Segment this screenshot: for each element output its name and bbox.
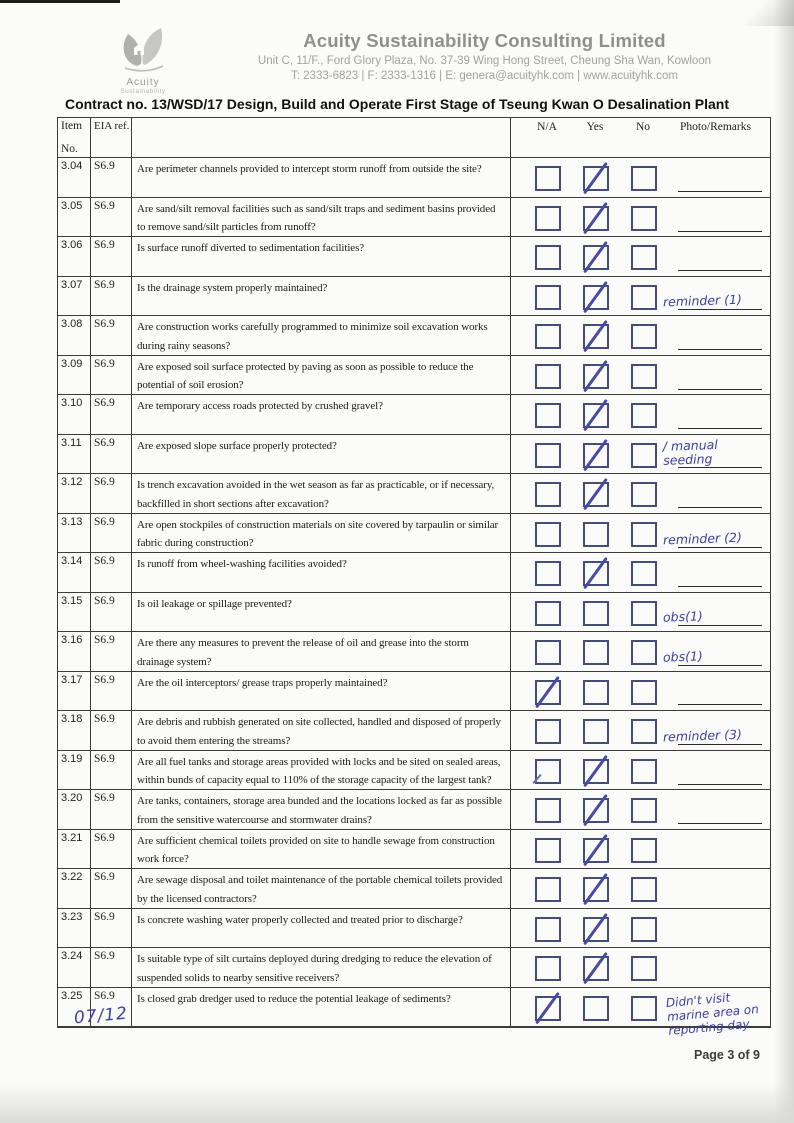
table-row [58, 474, 770, 514]
logo-word-acuity: Acuity [126, 77, 160, 88]
header-na: N/A [537, 121, 557, 133]
remark-underline [678, 547, 762, 548]
company-name: Acuity Sustainability Consulting Limited [303, 30, 666, 51]
scan-edge-right [774, 0, 794, 1123]
remark-area [661, 316, 768, 355]
no-checkbox[interactable] [631, 443, 657, 468]
remark-area [661, 553, 768, 592]
question-text: Are construction works carefully programmed to minimize soil excavation works during rainy seasons? [132, 316, 511, 355]
check-mark-icon [532, 773, 542, 783]
yes-checkbox[interactable] [583, 522, 609, 547]
check-mark-icon [583, 912, 607, 944]
answer-cell [511, 356, 770, 395]
handwritten-remark: / manual seeding [662, 436, 718, 468]
question-text: Is suitable type of silt curtains deployed during dredging to reduce the elevation of suspended solids to nearby sensitive receivers? [132, 948, 511, 987]
remark-underline [678, 507, 762, 508]
table-row [58, 158, 770, 198]
question-text: Is surface runoff diverted to sedimentation facilities? [132, 237, 511, 276]
eia-ref: S6.9 [91, 474, 132, 513]
logo-word-sustainability: Sustainability [120, 88, 166, 95]
item-no: 3.11 [58, 435, 91, 474]
eia-ref: S6.9 [91, 593, 132, 632]
no-checkbox[interactable] [631, 838, 657, 863]
item-no: 3.21 [58, 830, 91, 869]
yes-checkbox[interactable] [583, 443, 609, 468]
eia-ref: S6.9 [91, 435, 132, 474]
answer-cell [511, 198, 770, 237]
letterhead [215, 30, 754, 82]
check-mark-icon [583, 320, 607, 352]
handwritten-remark: reminder (1) [662, 291, 743, 310]
answer-cell [511, 158, 770, 197]
eia-ref: S6.9 [91, 830, 132, 869]
answer-cell [511, 988, 770, 1038]
check-mark-icon [583, 478, 607, 510]
answer-cell [511, 553, 770, 592]
no-checkbox[interactable] [631, 285, 657, 310]
remark-area [661, 593, 768, 632]
na-checkbox[interactable] [535, 798, 561, 823]
check-mark-icon [583, 754, 607, 786]
remark-underline [678, 191, 762, 192]
question-text: Are there any measures to prevent the release of oil and grease into the storm drainage system? [132, 632, 511, 671]
table-row [58, 672, 770, 712]
remark-area [661, 751, 768, 790]
no-checkbox[interactable] [631, 482, 657, 507]
question-text: Is runoff from wheel-washing facilities avoided? [132, 553, 511, 592]
item-no: 3.05 [58, 198, 91, 237]
table-row [58, 632, 770, 672]
yes-checkbox[interactable] [583, 561, 609, 586]
question-text: Are all fuel tanks and storage areas provided with locks and be sited on sealed areas, within bunds of capacity equal to 110% of the storage capacity of the largest tank? [132, 751, 511, 790]
remark-area [661, 672, 768, 711]
answer-cell [511, 711, 770, 750]
remark-underline [678, 428, 762, 429]
remark-area [661, 277, 768, 316]
remark-underline [678, 231, 762, 232]
eia-ref: S6.9 [91, 316, 132, 355]
na-checkbox[interactable] [535, 601, 561, 626]
question-text: Is the drainage system properly maintained? [132, 277, 511, 316]
question-text: Is oil leakage or spillage prevented? [132, 593, 511, 632]
eia-ref: S6.9 [91, 869, 132, 908]
yes-checkbox[interactable] [583, 245, 609, 270]
remark-underline [678, 665, 762, 666]
table-row [58, 988, 770, 1038]
remark-underline [678, 270, 762, 271]
table-row [58, 435, 770, 475]
handwritten-date: 07/12 [73, 1003, 129, 1029]
remark-area [661, 711, 768, 750]
item-no: 3.15 [58, 593, 91, 632]
table-row [58, 909, 770, 949]
yes-checkbox[interactable] [583, 719, 609, 744]
company-address: Unit C, 11/F., Ford Glory Plaza, No. 37-39 Wing Hong Street, Cheung Sha Wan, Kowloon [257, 55, 712, 67]
yes-checkbox[interactable] [583, 877, 609, 902]
remark-area [661, 988, 768, 1038]
na-checkbox[interactable] [535, 640, 561, 665]
remark-area [661, 632, 768, 671]
table-row [58, 514, 770, 554]
yes-checkbox[interactable] [583, 364, 609, 389]
yes-checkbox[interactable] [583, 166, 609, 191]
remark-area [661, 948, 768, 987]
yes-checkbox[interactable] [583, 680, 609, 705]
answer-cell [511, 237, 770, 276]
answer-cell [511, 395, 770, 434]
yes-checkbox[interactable] [583, 285, 609, 310]
check-mark-icon [535, 675, 559, 707]
question-text: Is concrete washing water properly collected and treated prior to discharge? [132, 909, 511, 948]
eia-ref: S6.9 [91, 948, 132, 987]
item-no: 3.14 [58, 553, 91, 592]
table-row [58, 711, 770, 751]
no-checkbox[interactable] [631, 601, 657, 626]
remark-area [661, 356, 768, 395]
company-logo [88, 26, 198, 95]
remark-area [661, 790, 768, 829]
yes-checkbox[interactable] [583, 798, 609, 823]
answer-cell [511, 948, 770, 987]
item-no: 3.08 [58, 316, 91, 355]
item-no: 3.13 [58, 514, 91, 553]
na-checkbox[interactable] [535, 443, 561, 468]
check-mark-icon [583, 201, 607, 233]
remark-area [661, 909, 768, 948]
no-checkbox[interactable] [631, 324, 657, 349]
item-no: 3.20 [58, 790, 91, 829]
check-mark-icon [583, 557, 607, 589]
remark-underline [678, 586, 762, 587]
question-text: Are the oil interceptors/ grease traps properly maintained? [132, 672, 511, 711]
eia-ref: S6.9 [91, 988, 132, 1027]
header-item-line1: Item [61, 120, 83, 132]
remark-underline [678, 823, 762, 824]
check-mark-icon [583, 359, 607, 391]
scan-edge-top [0, 0, 120, 3]
no-checkbox[interactable] [631, 798, 657, 823]
question-text: Are sewage disposal and toilet maintenance of the portable chemical toilets provided by the licensed contractors? [132, 869, 511, 908]
table-row [58, 869, 770, 909]
question-text: Are tanks, containers, storage area bunded and the locations locked as far as possible from the sensitive watercourse and stormwater drains? [132, 790, 511, 829]
question-text: Are sufficient chemical toilets provided on site to handle sewage from construction work force? [132, 830, 511, 869]
eia-ref: S6.9 [91, 553, 132, 592]
handwritten-remark: obs(1) [662, 608, 704, 625]
remark-underline [678, 467, 762, 468]
answer-cell [511, 869, 770, 908]
company-contacts: T: 2333-6823 | F: 2333-1316 | E: genera@acuityhk.com | www.acuityhk.com [291, 70, 678, 82]
item-no: 3.24 [58, 948, 91, 987]
checklist-table [57, 117, 771, 1038]
na-checkbox[interactable] [535, 561, 561, 586]
remark-area [661, 395, 768, 434]
eia-ref: S6.9 [91, 158, 132, 197]
no-checkbox[interactable] [631, 166, 657, 191]
answer-cell [511, 632, 770, 671]
na-checkbox[interactable] [535, 206, 561, 231]
no-checkbox[interactable] [631, 759, 657, 784]
table-row [58, 948, 770, 988]
yes-checkbox[interactable] [583, 482, 609, 507]
answer-cell [511, 474, 770, 513]
table-row [58, 356, 770, 396]
yes-checkbox[interactable] [583, 917, 609, 942]
answer-cell [511, 593, 770, 632]
yes-checkbox[interactable] [583, 640, 609, 665]
item-no: 3.18 [58, 711, 91, 750]
yes-checkbox[interactable] [583, 601, 609, 626]
eia-ref: S6.9 [91, 356, 132, 395]
item-no: 3.17 [58, 672, 91, 711]
na-checkbox[interactable] [535, 166, 561, 191]
check-mark-icon [583, 952, 607, 984]
scan-edge-bottom [0, 1083, 794, 1123]
no-checkbox[interactable] [631, 917, 657, 942]
yes-checkbox[interactable] [583, 759, 609, 784]
header-photo-remarks: Photo/Remarks [680, 121, 751, 133]
answer-cell [511, 435, 770, 474]
item-no: 3.06 [58, 237, 91, 276]
item-no: 3.09 [58, 356, 91, 395]
no-checkbox[interactable] [631, 206, 657, 231]
no-checkbox[interactable] [631, 403, 657, 428]
check-mark-icon [583, 162, 607, 194]
item-no: 3.10 [58, 395, 91, 434]
answer-cell [511, 316, 770, 355]
yes-checkbox[interactable] [583, 838, 609, 863]
no-checkbox[interactable] [631, 245, 657, 270]
header-item-line2: No. [61, 143, 78, 155]
yes-checkbox[interactable] [583, 403, 609, 428]
handwritten-remark: reminder (3) [662, 726, 743, 745]
remark-area [661, 237, 768, 276]
question-text: Are temporary access roads protected by crushed gravel? [132, 395, 511, 434]
yes-checkbox[interactable] [583, 996, 609, 1021]
question-text: Are exposed slope surface properly protected? [132, 435, 511, 474]
check-mark-icon [535, 991, 559, 1023]
header-question-blank [132, 118, 511, 157]
handwritten-remark: reminder (2) [662, 529, 743, 547]
item-no: 3.12 [58, 474, 91, 513]
remark-area [661, 830, 768, 869]
question-text: Are sand/silt removal facilities such as sand/silt traps and sediment basins provided to remove sand/silt particles from runoff? [132, 198, 511, 237]
question-text: Is closed grab dredger used to reduce the potential leakage of sediments? [132, 988, 511, 1027]
answer-cell [511, 790, 770, 829]
na-checkbox[interactable] [535, 324, 561, 349]
answer-cell [511, 830, 770, 869]
no-checkbox[interactable] [631, 996, 657, 1021]
na-checkbox[interactable] [535, 403, 561, 428]
question-text: Are perimeter channels provided to intercept storm runoff from outside the site? [132, 158, 511, 197]
na-checkbox[interactable] [535, 759, 561, 784]
remark-underline [678, 625, 762, 626]
eia-ref: S6.9 [91, 790, 132, 829]
checklist-body [58, 158, 770, 1038]
table-row [58, 751, 770, 791]
eia-ref: S6.9 [91, 909, 132, 948]
answer-cell [511, 751, 770, 790]
acuity-leaf-logo-icon [115, 26, 171, 72]
question-text: Are debris and rubbish generated on site collected, handled and disposed of properly to avoid them entering the streams? [132, 711, 511, 750]
remark-underline [678, 309, 762, 310]
eia-ref: S6.9 [91, 237, 132, 276]
yes-checkbox[interactable] [583, 956, 609, 981]
eia-ref: S6.9 [91, 198, 132, 237]
handwritten-remark: Didn't visit marine area on reporting day [665, 989, 760, 1038]
header-yes: Yes [586, 121, 604, 133]
yes-checkbox[interactable] [583, 324, 609, 349]
no-checkbox[interactable] [631, 680, 657, 705]
table-header-row [58, 118, 770, 158]
item-no: 3.25 [58, 988, 91, 1027]
eia-ref: S6.9 [91, 514, 132, 553]
table-row [58, 395, 770, 435]
check-mark-icon [583, 794, 607, 826]
check-mark-icon [583, 873, 607, 905]
scan-fold-topright [684, 0, 794, 26]
remark-area [661, 198, 768, 237]
eia-ref: S6.9 [91, 395, 132, 434]
question-text: Are open stockpiles of construction materials on site covered by tarpaulin or similar fabric during construction? [132, 514, 511, 553]
question-text: Is trench excavation avoided in the wet season as far as practicable, or if necessary, backfilled in short sections after excavation? [132, 474, 511, 513]
remark-area [661, 514, 768, 553]
item-no: 3.16 [58, 632, 91, 671]
remark-area [661, 435, 768, 474]
na-checkbox[interactable] [535, 956, 561, 981]
table-row [58, 237, 770, 277]
na-checkbox[interactable] [535, 522, 561, 547]
answer-cell [511, 672, 770, 711]
eia-ref: S6.9 [91, 632, 132, 671]
item-no: 3.23 [58, 909, 91, 948]
item-no: 3.04 [58, 158, 91, 197]
handwritten-remark: obs(1) [662, 648, 704, 665]
page-number: Page 3 of 9 [694, 1048, 760, 1062]
table-row [58, 790, 770, 830]
na-checkbox[interactable] [535, 245, 561, 270]
na-checkbox[interactable] [535, 838, 561, 863]
remark-area [661, 158, 768, 197]
eia-ref: S6.9 [91, 711, 132, 750]
no-checkbox[interactable] [631, 364, 657, 389]
na-checkbox[interactable] [535, 917, 561, 942]
na-checkbox[interactable] [535, 364, 561, 389]
table-row [58, 198, 770, 238]
no-checkbox[interactable] [631, 877, 657, 902]
table-row [58, 830, 770, 870]
remark-underline [678, 389, 762, 390]
table-row [58, 593, 770, 633]
question-text: Are exposed soil surface protected by paving as soon as possible to reduce the potential of soil erosion? [132, 356, 511, 395]
check-mark-icon [583, 438, 607, 470]
na-checkbox[interactable] [535, 680, 561, 705]
answer-cell [511, 514, 770, 553]
table-row [58, 316, 770, 356]
check-mark-icon [583, 241, 607, 273]
check-mark-icon [583, 833, 607, 865]
header-no: No [635, 121, 651, 133]
item-no: 3.19 [58, 751, 91, 790]
answer-cell [511, 909, 770, 948]
table-row [58, 553, 770, 593]
na-checkbox[interactable] [535, 285, 561, 310]
header-eia-ref: EIA ref. [91, 118, 132, 157]
header-checks [511, 118, 770, 157]
na-checkbox[interactable] [535, 877, 561, 902]
remark-underline [678, 704, 762, 705]
answer-cell [511, 277, 770, 316]
eia-ref: S6.9 [91, 277, 132, 316]
na-checkbox[interactable] [535, 996, 561, 1021]
header-item-no [58, 118, 91, 157]
table-row [58, 277, 770, 317]
check-mark-icon [583, 280, 607, 312]
document-title: Contract no. 13/WSD/17 Design, Build and Operate First Stage of Tseung Kwan O Desalination Plant [64, 96, 730, 112]
eia-ref: S6.9 [91, 751, 132, 790]
remark-underline [678, 744, 762, 745]
na-checkbox[interactable] [535, 482, 561, 507]
yes-checkbox[interactable] [583, 206, 609, 231]
na-checkbox[interactable] [535, 719, 561, 744]
item-no: 3.22 [58, 869, 91, 908]
remark-area [661, 869, 768, 908]
no-checkbox[interactable] [631, 522, 657, 547]
item-no: 3.07 [58, 277, 91, 316]
remark-underline [678, 784, 762, 785]
no-checkbox[interactable] [631, 561, 657, 586]
no-checkbox[interactable] [631, 719, 657, 744]
check-mark-icon [583, 399, 607, 431]
eia-ref: S6.9 [91, 672, 132, 711]
remark-underline [678, 349, 762, 350]
no-checkbox[interactable] [631, 640, 657, 665]
no-checkbox[interactable] [631, 956, 657, 981]
remark-area [661, 474, 768, 513]
